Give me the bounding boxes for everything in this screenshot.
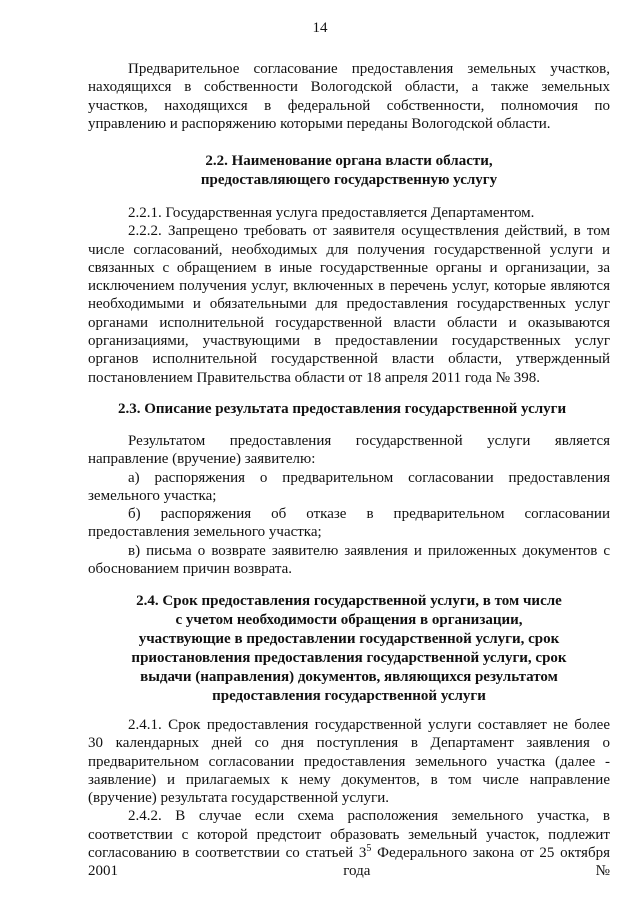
section-2-2-heading-line-1: 2.2. Наименование органа власти области, bbox=[205, 153, 493, 169]
section-2-3-heading bbox=[118, 400, 608, 419]
section-2-4-heading-line-1: 2.4. Срок предоставления государственной услуги, в том числе bbox=[136, 593, 562, 609]
section-2-4-heading-line-4: приостановления предоставления государственной услуги, срок bbox=[131, 650, 567, 666]
section-2-2-heading-line-2: предоставляющего государственную услугу bbox=[200, 172, 498, 188]
intro-text: Предварительное согласование предоставления земельных участков, находящихся в собственности Вологодской области, а также земельных участков, находящихся в федеральной собственности, полномочия по управлению и распоряжению которыми переданы Вологодской области. bbox=[88, 61, 610, 132]
section-2-2-heading bbox=[88, 152, 610, 190]
section-2-3-body bbox=[88, 432, 610, 578]
paragraph-2-2-1: 2.2.1. Государственная услуга предоставляется Департаментом. bbox=[128, 205, 535, 221]
list-item-c: в) письма о возврате заявителю заявления и приложенных документов с обоснованием причин возврата. bbox=[88, 542, 610, 578]
page-number: 14 bbox=[312, 20, 328, 36]
paragraph-2-4-2-superscript: 5 bbox=[366, 843, 372, 855]
section-2-4-heading bbox=[88, 592, 610, 706]
paragraph-2-4-1: 2.4.1. Срок предоставления государственной услуги составляет не более 30 календарных дней со дня поступления в Департамент заявления о предварительном согласовании предоставления земельного участка (далее - заявление) и прилагаемых к нему документов, в том числе направление (вручение) результата государственной услуги. bbox=[88, 717, 610, 807]
section-2-4-body bbox=[88, 716, 610, 881]
section-2-4-heading-line-6: предоставления государственной услуги bbox=[212, 688, 486, 704]
section-2-2-body bbox=[88, 204, 610, 387]
paragraph-2-3-result: Результатом предоставления государственной услуги является направление (вручение) заявителю: bbox=[88, 433, 610, 468]
section-2-4-heading-line-3: участвующие в предоставлении государственной услуги, срок bbox=[138, 631, 560, 647]
section-2-4-heading-line-5: выдачи (направления) документов, являющихся результатом bbox=[140, 669, 558, 685]
section-2-3-heading-text: 2.3. Описание результата предоставления государственной услуги bbox=[118, 401, 567, 417]
paragraph-2-2-2: 2.2.2. Запрещено требовать от заявителя осуществления действий, в том числе согласований, необходимых для получения государственной услуги и связанных с обращением в иные государственные органы и организации, за исключением получения услуг, включенных в перечень услуг, которые являются необходимыми и обязательными для предоставления государственных услуг органами исполнительной государственной власти области и оказываются организациями, участвующими в предоставлении государственных услуг органов исполнительной государственной власти области, утвержденный постановлением Правительства области от 18 апреля 2011 года № 398. bbox=[88, 223, 610, 386]
paragraph-2-4-2-start: 2.4.2. В случае если схема расположения земельного участка, в соответствии с которой предстоит образовать земельный участок, подлежит согласованию в соответствии со статьей 3 bbox=[88, 808, 610, 862]
intro-paragraph bbox=[88, 60, 610, 133]
section-2-4-heading-line-2: с учетом необходимости обращения в организации, bbox=[175, 612, 523, 628]
list-item-b: б) распоряжения об отказе в предварительном согласовании предоставления земельного участка; bbox=[88, 506, 610, 541]
paragraph-2-4-2-end: Федерального закона от 25 октября 2001 года № bbox=[88, 845, 610, 880]
paragraph-2-4-2 bbox=[88, 807, 610, 880]
list-item-a: а) распоряжения о предварительном согласовании предоставления земельного участка; bbox=[88, 469, 610, 504]
